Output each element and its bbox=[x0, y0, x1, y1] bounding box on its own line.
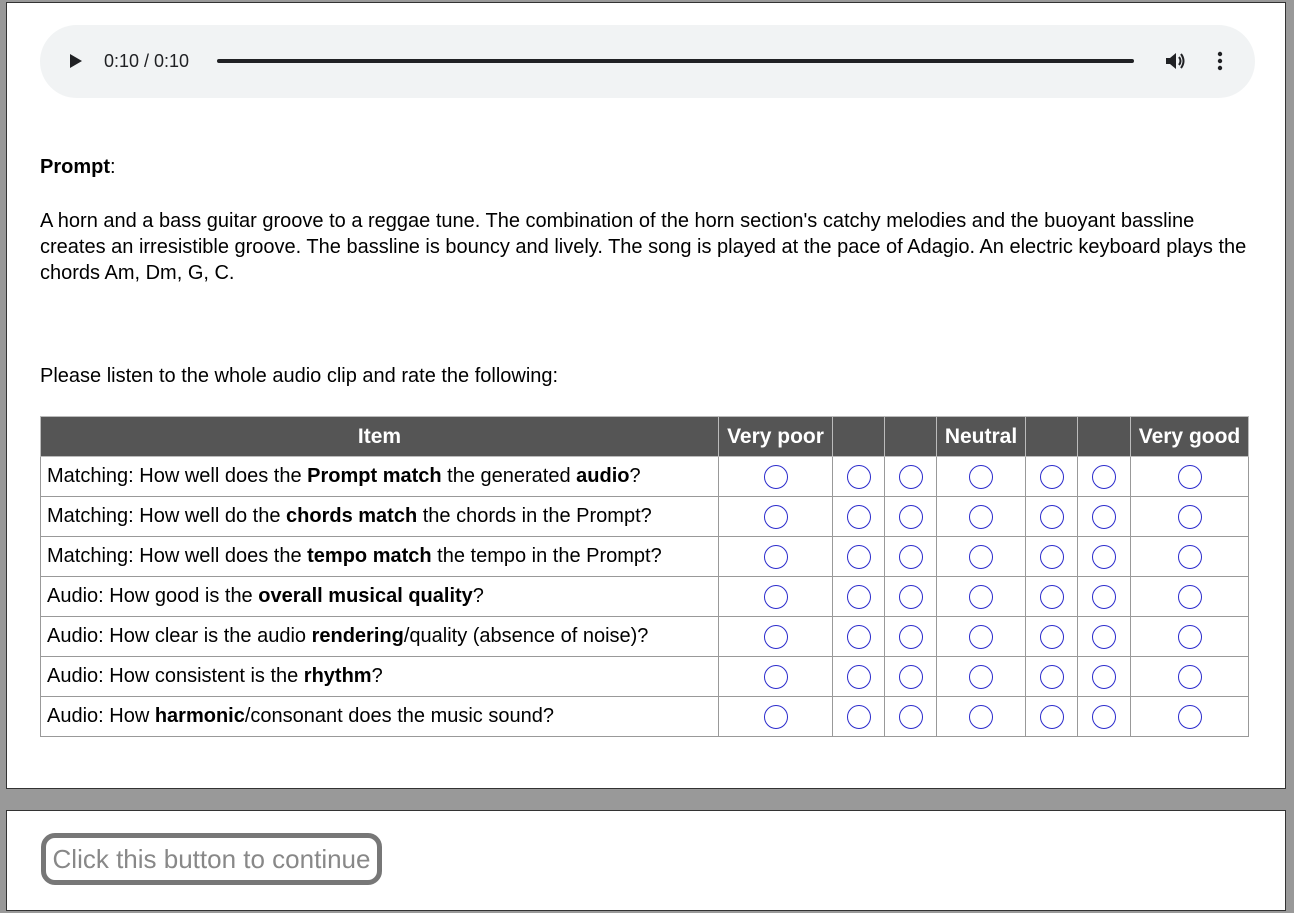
rating-radio-3[interactable] bbox=[899, 625, 923, 649]
item-emphasis: Prompt match bbox=[307, 465, 442, 487]
rating-item-label bbox=[41, 537, 719, 577]
rating-item-label bbox=[41, 457, 719, 497]
rating-cell bbox=[719, 657, 833, 697]
rating-row bbox=[41, 457, 1249, 497]
rating-cell bbox=[885, 697, 937, 737]
item-text: the chords in the Prompt? bbox=[417, 505, 652, 527]
rating-radio-3[interactable] bbox=[899, 705, 923, 729]
header-item: Item bbox=[41, 417, 719, 457]
rating-cell bbox=[719, 617, 833, 657]
volume-icon[interactable] bbox=[1165, 51, 1187, 71]
rating-cell bbox=[833, 657, 885, 697]
item-text: Matching: How well does the bbox=[47, 545, 308, 567]
rating-row bbox=[41, 537, 1249, 577]
rating-radio-3[interactable] bbox=[899, 545, 923, 569]
rating-radio-3[interactable] bbox=[899, 465, 923, 489]
rating-cell bbox=[1078, 457, 1131, 497]
rating-radio-2[interactable] bbox=[847, 665, 871, 689]
rating-item-label bbox=[41, 697, 719, 737]
item-text: ? bbox=[472, 585, 484, 607]
rating-radio-5[interactable] bbox=[1040, 585, 1064, 609]
rating-radio-5[interactable] bbox=[1040, 545, 1064, 569]
rating-cell bbox=[1131, 697, 1249, 737]
rating-cell bbox=[1026, 617, 1078, 657]
item-text: Audio: How bbox=[47, 705, 155, 727]
rating-item-label bbox=[41, 657, 719, 697]
header-very-good: Very good bbox=[1131, 417, 1249, 457]
prompt-label-colon: : bbox=[110, 156, 116, 178]
rating-cell bbox=[1026, 657, 1078, 697]
rating-radio-5[interactable] bbox=[1040, 505, 1064, 529]
prompt-label bbox=[40, 156, 116, 179]
header-6 bbox=[1078, 417, 1131, 457]
header-very-poor: Very poor bbox=[719, 417, 833, 457]
header-3 bbox=[885, 417, 937, 457]
rating-cell bbox=[1078, 657, 1131, 697]
item-text: the tempo in the Prompt? bbox=[431, 545, 662, 567]
rating-radio-5[interactable] bbox=[1040, 625, 1064, 649]
item-emphasis: chords match bbox=[286, 505, 418, 527]
rating-cell bbox=[937, 697, 1026, 737]
rating-cell bbox=[937, 657, 1026, 697]
item-emphasis: rendering bbox=[311, 625, 404, 647]
rating-cell bbox=[719, 697, 833, 737]
rating-radio-2[interactable] bbox=[847, 545, 871, 569]
rating-radio-7[interactable] bbox=[1178, 625, 1202, 649]
rating-cell bbox=[1078, 617, 1131, 657]
rating-cell bbox=[719, 457, 833, 497]
rating-cell bbox=[937, 617, 1026, 657]
rating-cell bbox=[1026, 697, 1078, 737]
rating-radio-2[interactable] bbox=[847, 625, 871, 649]
prompt-label-bold: Prompt bbox=[40, 156, 110, 178]
rating-radio-4[interactable] bbox=[969, 505, 993, 529]
rating-cell bbox=[1131, 617, 1249, 657]
rating-item-label bbox=[41, 577, 719, 617]
item-text: Matching: How well does the bbox=[47, 465, 308, 487]
rating-cell bbox=[719, 577, 833, 617]
rating-panel bbox=[6, 2, 1286, 789]
rating-radio-1[interactable] bbox=[764, 585, 788, 609]
rating-radio-4[interactable] bbox=[969, 545, 993, 569]
rating-radio-6[interactable] bbox=[1092, 545, 1116, 569]
rating-radio-7[interactable] bbox=[1178, 705, 1202, 729]
rating-instruction: Please listen to the whole audio clip and rate the following: bbox=[40, 365, 559, 387]
rating-radio-5[interactable] bbox=[1040, 665, 1064, 689]
rating-item-label bbox=[41, 497, 719, 537]
rating-cell bbox=[1026, 537, 1078, 577]
rating-radio-2[interactable] bbox=[847, 505, 871, 529]
item-text: ? bbox=[629, 465, 641, 487]
rating-cell bbox=[1078, 537, 1131, 577]
rating-cell bbox=[719, 537, 833, 577]
rating-radio-4[interactable] bbox=[969, 705, 993, 729]
item-text: the generated bbox=[441, 465, 577, 487]
rating-radio-1[interactable] bbox=[764, 545, 788, 569]
rating-radio-7[interactable] bbox=[1178, 585, 1202, 609]
rating-cell bbox=[1131, 537, 1249, 577]
item-emphasis: tempo match bbox=[307, 545, 432, 567]
rating-row bbox=[41, 657, 1249, 697]
rating-radio-7[interactable] bbox=[1178, 505, 1202, 529]
item-text: Matching: How well do the bbox=[47, 505, 287, 527]
item-text: Audio: How good is the bbox=[47, 585, 259, 607]
header-5 bbox=[1026, 417, 1078, 457]
rating-radio-3[interactable] bbox=[899, 585, 923, 609]
rating-radio-7[interactable] bbox=[1178, 465, 1202, 489]
rating-radio-2[interactable] bbox=[847, 705, 871, 729]
rating-cell bbox=[1078, 577, 1131, 617]
rating-radio-4[interactable] bbox=[969, 665, 993, 689]
rating-cell bbox=[937, 577, 1026, 617]
item-text: ? bbox=[371, 665, 383, 687]
rating-radio-4[interactable] bbox=[969, 585, 993, 609]
rating-item-label bbox=[41, 617, 719, 657]
rating-radio-1[interactable] bbox=[764, 625, 788, 649]
audio-time-display: 0:10 / 0:10 bbox=[104, 51, 190, 71]
rating-radio-2[interactable] bbox=[847, 585, 871, 609]
rating-cell bbox=[885, 497, 937, 537]
rating-radio-4[interactable] bbox=[969, 625, 993, 649]
footer-panel bbox=[6, 810, 1286, 911]
rating-cell bbox=[833, 457, 885, 497]
rating-radio-1[interactable] bbox=[764, 705, 788, 729]
rating-radio-4[interactable] bbox=[969, 465, 993, 489]
rating-radio-5[interactable] bbox=[1040, 705, 1064, 729]
rating-cell bbox=[1131, 657, 1249, 697]
rating-cell bbox=[833, 537, 885, 577]
rating-row bbox=[41, 497, 1249, 537]
rating-cell bbox=[885, 617, 937, 657]
rating-row bbox=[41, 577, 1249, 617]
rating-cell bbox=[885, 657, 937, 697]
rating-cell bbox=[885, 457, 937, 497]
rating-row bbox=[41, 617, 1249, 657]
rating-cell bbox=[885, 577, 937, 617]
rating-cell bbox=[885, 537, 937, 577]
rating-cell bbox=[833, 617, 885, 657]
rating-cell bbox=[1026, 497, 1078, 537]
item-text: Audio: How consistent is the bbox=[47, 665, 304, 687]
play-icon[interactable] bbox=[69, 53, 83, 69]
prompt-text: A horn and a bass guitar groove to a reggae tune. The combination of the horn section's catchy melodies and the buoyant bassline creates an irresistible groove. The bassline is bouncy and lively. The song is played at the pace of Adagio. An electric keyboard plays the chords Am, Dm, G, C. bbox=[40, 210, 1247, 284]
rating-cell bbox=[1078, 697, 1131, 737]
item-text: /consonant does the music sound? bbox=[244, 705, 554, 727]
item-emphasis: rhythm bbox=[303, 665, 372, 687]
rating-radio-6[interactable] bbox=[1092, 505, 1116, 529]
item-text: /quality (absence of noise)? bbox=[403, 625, 649, 647]
rating-radio-6[interactable] bbox=[1092, 665, 1116, 689]
rating-radio-6[interactable] bbox=[1092, 465, 1116, 489]
continue-button[interactable]: Click this button to continue bbox=[41, 833, 382, 885]
rating-cell bbox=[937, 497, 1026, 537]
audio-progress-bar[interactable] bbox=[217, 59, 1134, 63]
item-text: Audio: How clear is the audio bbox=[47, 625, 312, 647]
item-emphasis: overall musical quality bbox=[258, 585, 473, 607]
rating-cell bbox=[833, 497, 885, 537]
rating-radio-5[interactable] bbox=[1040, 465, 1064, 489]
rating-cell bbox=[1026, 457, 1078, 497]
rating-radio-7[interactable] bbox=[1178, 665, 1202, 689]
rating-radio-6[interactable] bbox=[1092, 705, 1116, 729]
header-2 bbox=[833, 417, 885, 457]
audio-player[interactable] bbox=[40, 25, 1255, 98]
item-emphasis: harmonic bbox=[154, 705, 245, 727]
rating-cell bbox=[937, 537, 1026, 577]
rating-radio-1[interactable] bbox=[764, 665, 788, 689]
rating-cell bbox=[1078, 497, 1131, 537]
header-neutral: Neutral bbox=[937, 417, 1026, 457]
rating-radio-7[interactable] bbox=[1178, 545, 1202, 569]
rating-radio-6[interactable] bbox=[1092, 585, 1116, 609]
rating-radio-1[interactable] bbox=[764, 505, 788, 529]
rating-cell bbox=[1026, 577, 1078, 617]
rating-cell bbox=[833, 577, 885, 617]
rating-table bbox=[40, 416, 1249, 737]
rating-radio-1[interactable] bbox=[764, 465, 788, 489]
rating-radio-2[interactable] bbox=[847, 465, 871, 489]
rating-cell bbox=[1131, 457, 1249, 497]
rating-cell bbox=[1131, 577, 1249, 617]
rating-radio-3[interactable] bbox=[899, 505, 923, 529]
more-options-icon[interactable] bbox=[1212, 50, 1228, 72]
rating-cell bbox=[1131, 497, 1249, 537]
rating-radio-6[interactable] bbox=[1092, 625, 1116, 649]
item-emphasis: audio bbox=[576, 465, 630, 487]
rating-row bbox=[41, 697, 1249, 737]
rating-table-header bbox=[41, 417, 1249, 457]
rating-radio-3[interactable] bbox=[899, 665, 923, 689]
rating-cell bbox=[833, 697, 885, 737]
rating-cell bbox=[937, 457, 1026, 497]
rating-cell bbox=[719, 497, 833, 537]
